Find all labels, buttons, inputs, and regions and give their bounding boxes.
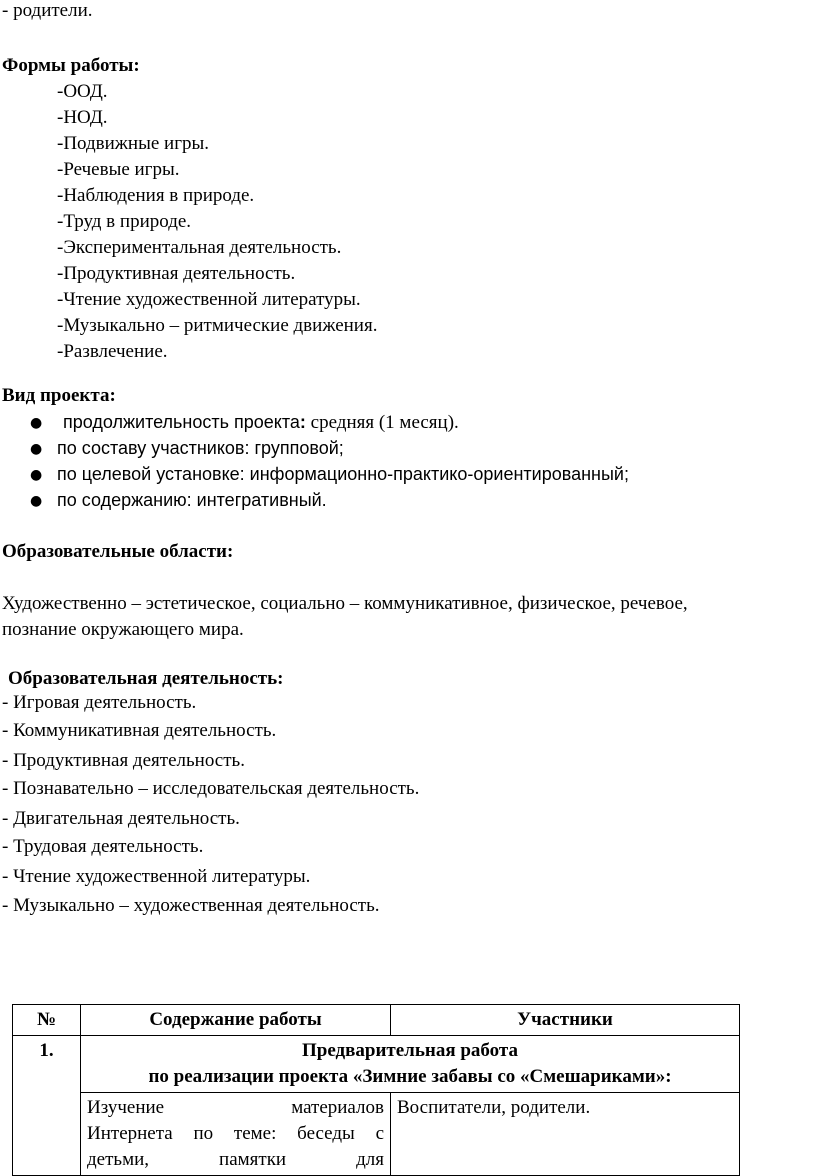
project-type-item (63, 409, 459, 436)
edu-activity-item: - Игровая деятельность. (2, 692, 197, 713)
row-number: 1. (13, 1036, 81, 1176)
edu-activity-item: - Чтение художественной литературы. (2, 866, 311, 887)
forms-item: -Экспериментальная деятельность. (57, 237, 342, 258)
section-title (81, 1036, 740, 1093)
project-type-item: по составу участников: групповой; (57, 438, 344, 458)
table-row (13, 1093, 740, 1176)
project-type-item-colon: : (299, 412, 306, 432)
forms-item: -Наблюдения в природе. (57, 185, 255, 206)
forms-item: -Музыкально – ритмические движения. (57, 315, 378, 336)
project-type-item: по целевой установке: информационно-практико-ориентированный; (57, 464, 629, 484)
project-type-item-suffix: средняя (1 месяц). (305, 412, 459, 433)
intro-line: - родители. (2, 0, 93, 21)
table-row (13, 1036, 740, 1093)
edu-areas-heading: Образовательные области: (2, 541, 234, 562)
project-type-item: по содержанию: интегративный. (57, 490, 327, 510)
forms-item: -ООД. (57, 81, 108, 102)
edu-activity-item: - Коммуникативная деятельность. (2, 720, 277, 741)
header-number: № (13, 1005, 81, 1036)
work-plan-table (12, 1004, 740, 1176)
bullet-icon: ● (30, 493, 43, 509)
bullet-icon: ● (30, 415, 43, 431)
forms-item: -Труд в природе. (57, 211, 192, 232)
forms-item: -Речевые игры. (57, 159, 180, 180)
edu-activity-item: - Познавательно – исследовательская деятельность. (2, 778, 420, 799)
edu-activity-item: - Продуктивная деятельность. (2, 750, 245, 771)
forms-item: -Продуктивная деятельность. (57, 263, 296, 284)
row-content-line: Интернета по теме: беседы с (87, 1123, 384, 1144)
header-participants: Участники (391, 1005, 740, 1036)
forms-item: -Чтение художественной литературы. (57, 289, 361, 310)
project-type-heading: Вид проекта: (2, 385, 116, 406)
section-title-line: Предварительная работа (302, 1040, 518, 1061)
edu-areas-text: Художественно – эстетическое, социально – коммуникативное, физическое, речевое, (2, 593, 688, 614)
edu-activity-item: - Музыкально – художественная деятельность. (2, 895, 380, 916)
forms-item: -Развлечение. (57, 341, 168, 362)
forms-heading: Формы работы: (2, 55, 140, 76)
table-header-row (13, 1005, 740, 1036)
row-content-line: Изучение материалов (87, 1097, 384, 1118)
row-participants: Воспитатели, родители. (391, 1093, 740, 1176)
edu-activity-item: - Трудовая деятельность. (2, 836, 204, 857)
bullet-icon: ● (30, 467, 43, 483)
edu-areas-text: познание окружающего мира. (2, 619, 244, 640)
forms-item: -Подвижные игры. (57, 133, 210, 154)
edu-activity-item: - Двигательная деятельность. (2, 808, 240, 829)
edu-activity-heading: Образовательная деятельность: (8, 668, 284, 689)
bullet-icon: ● (30, 441, 43, 457)
section-title-line: по реализации проекта «Зимние забавы со «Смешариками»: (148, 1066, 672, 1087)
row-content-line: детьми, памятки для (87, 1149, 384, 1170)
header-content: Содержание работы (81, 1005, 391, 1036)
row-content (81, 1093, 391, 1176)
forms-item: -НОД. (57, 107, 108, 128)
project-type-item-prefix: продолжительность проекта (63, 412, 300, 432)
